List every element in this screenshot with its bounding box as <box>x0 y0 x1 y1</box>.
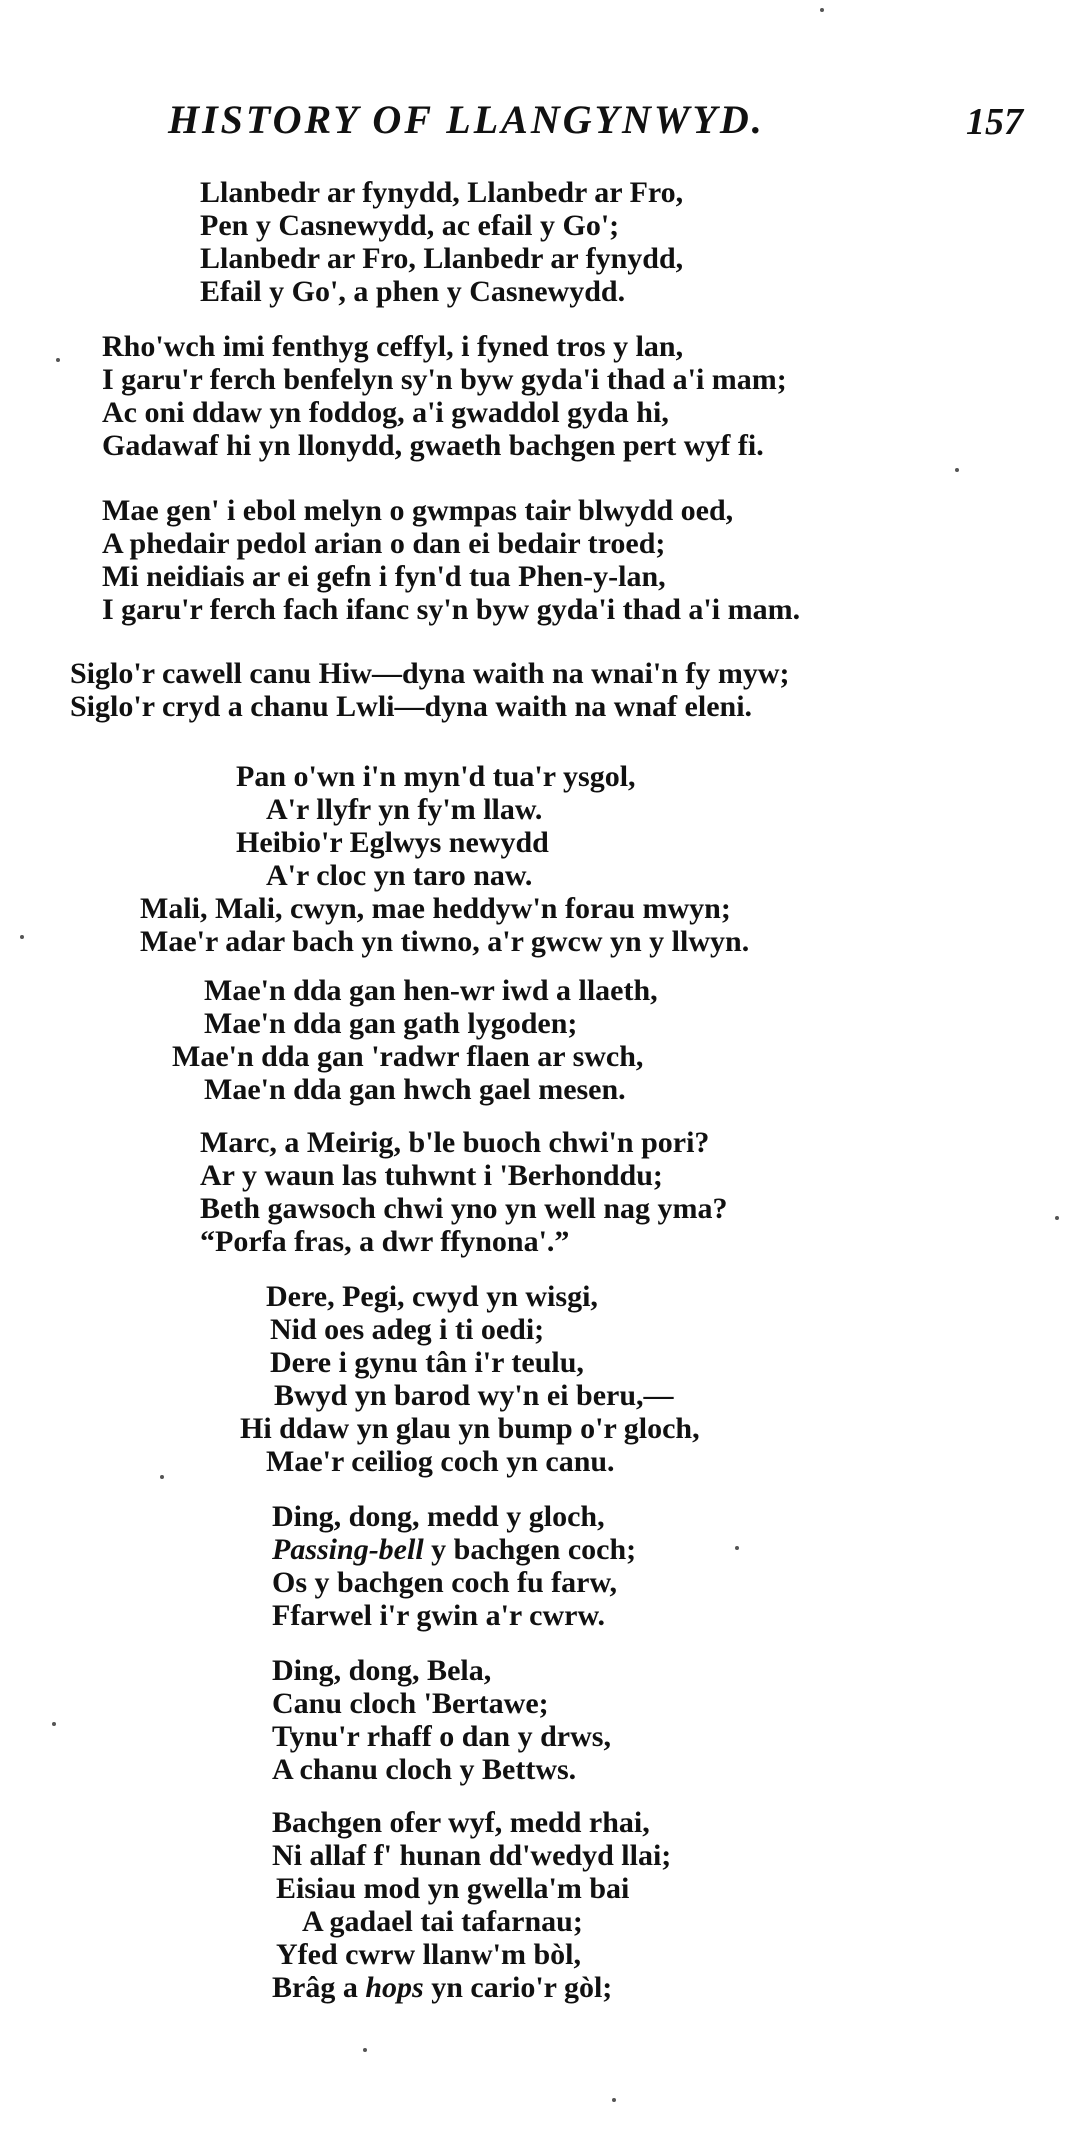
verse-line: Mae'r adar bach yn tiwno, a'r gwcw yn y llwyn. <box>140 925 750 958</box>
scan-speck <box>363 2048 367 2052</box>
verse-line: Canu cloch 'Bertawe; <box>272 1687 549 1720</box>
verse-line: Tynu'r rhaff o dan y drws, <box>272 1720 611 1753</box>
verse-line: A'r cloc yn taro naw. <box>266 859 533 892</box>
verse-line: Marc, a Meirig, b'le buoch chwi'n pori? <box>200 1126 710 1159</box>
stanza-7 <box>200 1126 728 1258</box>
verse-line: A chanu cloch y Bettws. <box>272 1753 577 1786</box>
scan-speck <box>955 468 959 472</box>
verse-line: Pen y Casnewydd, ac efail y Go'; <box>200 209 620 242</box>
stanza-5 <box>140 760 749 958</box>
stanza-3 <box>102 494 800 626</box>
verse-line: Siglo'r cawell canu Hiw—dyna waith na wnai'n fy myw; <box>70 657 790 690</box>
verse-line: Nid oes adeg i ti oedi; <box>270 1313 545 1346</box>
verse-line: Beth gawsoch chwi yno yn well nag yma? <box>200 1192 728 1225</box>
italic-term: hops <box>365 1971 424 2004</box>
verse-line: Pan o'wn i'n myn'd tua'r ysgol, <box>236 760 636 793</box>
verse-line: Llanbedr ar fynydd, Llanbedr ar Fro, <box>200 176 684 209</box>
verse-line: Mae'n dda gan gath lygoden; <box>204 1007 578 1040</box>
page-header <box>0 96 1069 146</box>
verse-line: Mali, Mali, cwyn, mae heddyw'n forau mwyn; <box>140 892 731 925</box>
stanza-6 <box>172 974 658 1106</box>
verse-line: A phedair pedol arian o dan ei bedair troed; <box>102 527 666 560</box>
scan-speck <box>56 358 60 362</box>
stanza-4 <box>70 657 790 723</box>
scan-speck <box>820 8 824 12</box>
verse-line: Efail y Go', a phen y Casnewydd. <box>200 275 626 308</box>
stanza-11 <box>272 1806 671 2004</box>
verse-line: Rho'wch imi fenthyg ceffyl, i fyned tros y lan, <box>102 330 684 363</box>
verse-line: Ding, dong, Bela, <box>272 1654 492 1687</box>
verse-line: Os y bachgen coch fu farw, <box>272 1566 617 1599</box>
verse-line: Llanbedr ar Fro, Llanbedr ar fynydd, <box>200 242 684 275</box>
verse-line: Ffarwel i'r gwin a'r cwrw. <box>272 1599 605 1632</box>
stanza-9 <box>272 1500 636 1632</box>
scan-speck <box>20 935 24 939</box>
stanza-1 <box>200 176 683 308</box>
stanza-2 <box>102 330 787 462</box>
scan-speck <box>612 2098 616 2102</box>
verse-line: Passing-bell y bachgen coch; <box>272 1533 637 1566</box>
scan-speck <box>1055 1216 1059 1220</box>
verse-line: Mae'n dda gan hen-wr iwd a llaeth, <box>204 974 658 1007</box>
verse-line: Yfed cwrw llanw'm bòl, <box>276 1938 581 1971</box>
verse-line: Bwyd yn barod wy'n ei beru,— <box>274 1379 674 1412</box>
verse-line: Mi neidiais ar ei gefn i fyn'd tua Phen-y-lan, <box>102 560 666 593</box>
verse-line: I garu'r ferch fach ifanc sy'n byw gyda'i thad a'i mam. <box>102 593 801 626</box>
verse-line: Mae'r ceiliog coch yn canu. <box>266 1445 615 1478</box>
verse-line: Mae'n dda gan hwch gael mesen. <box>204 1073 626 1106</box>
verse-line: A gadael tai tafarnau; <box>302 1905 583 1938</box>
verse-line: Gadawaf hi yn llonydd, gwaeth bachgen pert wyf fi. <box>102 429 764 462</box>
verse-line: Mae'n dda gan 'radwr flaen ar swch, <box>172 1040 644 1073</box>
verse-line: Bachgen ofer wyf, medd rhai, <box>272 1806 650 1839</box>
verse-line: Ding, dong, medd y gloch, <box>272 1500 605 1533</box>
page-number: 157 <box>966 101 1023 143</box>
verse-line: Brâg a hops yn cario'r gòl; <box>272 1971 613 2004</box>
verse-line: A'r llyfr yn fy'm llaw. <box>266 793 543 826</box>
stanza-10 <box>272 1654 611 1786</box>
verse-line: Ni allaf f' hunan dd'wedyd llai; <box>272 1839 672 1872</box>
verse-line: Eisiau mod yn gwella'm bai <box>276 1872 630 1905</box>
verse-line: I garu'r ferch benfelyn sy'n byw gyda'i thad a'i mam; <box>102 363 787 396</box>
verse-line: Dere i gynu tân i'r teulu, <box>270 1346 584 1379</box>
verse-line: Hi ddaw yn glau yn bump o'r gloch, <box>240 1412 700 1445</box>
scan-speck <box>735 1546 739 1550</box>
running-title: HISTORY OF LLANGYNWYD. <box>168 97 765 142</box>
verse-line: Dere, Pegi, cwyd yn wisgi, <box>266 1280 598 1313</box>
verse-line: Ar y waun las tuhwnt i 'Berhonddu; <box>200 1159 663 1192</box>
verse-line: Mae gen' i ebol melyn o gwmpas tair blwydd oed, <box>102 494 734 527</box>
verse-line: Ac oni ddaw yn foddog, a'i gwaddol gyda hi, <box>102 396 669 429</box>
verse-line: Heibio'r Eglwys newydd <box>236 826 549 859</box>
italic-term: Passing-bell <box>272 1533 424 1566</box>
scan-speck <box>52 1722 56 1726</box>
scan-speck <box>160 1475 164 1479</box>
verse-line: “Porfa fras, a dwr ffynona'.” <box>200 1225 570 1258</box>
stanza-8 <box>240 1280 700 1478</box>
verse-line: Siglo'r cryd a chanu Lwli—dyna waith na wnaf eleni. <box>70 690 753 723</box>
